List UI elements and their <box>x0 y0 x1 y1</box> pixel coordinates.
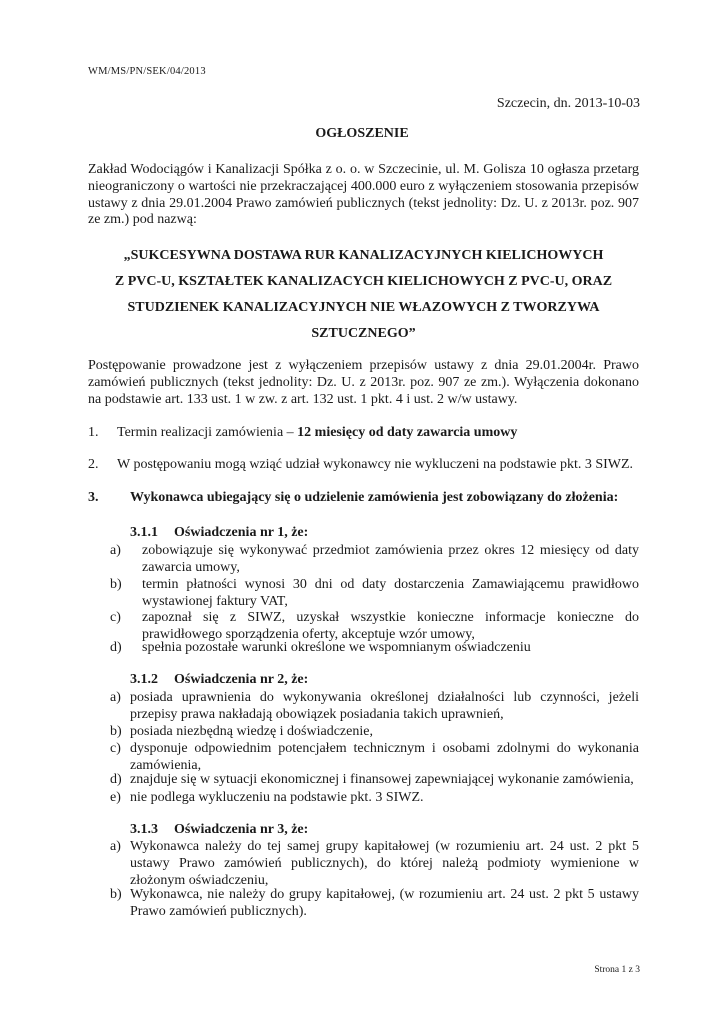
item-letter: a) <box>110 839 121 854</box>
list-item <box>88 577 639 611</box>
item-text: posiada uprawnienia do wykonywania określonej działalności lub czynności, jeżeli przepisy prawa nakładają obowiązek posiadania takich uprawnień, <box>130 690 639 722</box>
list-item <box>88 887 639 921</box>
item-2-text: W postępowaniu mogą wziąć udział wykonawcy nie wykluczeni na podstawie pkt. 3 SIWZ. <box>117 457 634 472</box>
item-letter: b) <box>110 887 122 902</box>
section-number: 3.1.3 <box>130 822 158 837</box>
item-letter: b) <box>110 577 122 592</box>
list-item <box>88 790 639 808</box>
list-item <box>88 741 639 775</box>
section-3-1-3-heading <box>88 822 639 840</box>
item-number: 1. <box>88 425 99 440</box>
list-item <box>88 839 639 890</box>
section-title: Oświadczenia nr 1, że: <box>174 525 309 540</box>
document-date: Szczecin, dn. 2013-10-03 <box>496 96 640 111</box>
document-reference: WM/MS/PN/SEK/04/2013 <box>88 66 206 77</box>
item-1-text: Termin realizacji zamówienia – <box>117 425 298 440</box>
item-letter: b) <box>110 724 122 739</box>
tender-title-line: SZTUCZNEGO” <box>311 326 416 341</box>
exclusion-paragraph: Postępowanie prowadzone jest z wyłączeniem przepisów ustawy z dnia 29.01.2004r. Prawo zamówień publicznych (tekst jednolity: Dz. U. z 2013r. poz. 907 ze zm.). Wyłączenia dokonano na podstawie art. 133 ust. 1 w zw. z art. 132 ust. 1 pkt. 4 i ust. 2 w/w ustawy. <box>88 358 639 407</box>
item-text: znajduje się w sytuacji ekonomicznej i finansowej zapewniającej wykonanie zamówienia, <box>130 772 634 787</box>
item-letter: a) <box>110 690 121 705</box>
item-letter: e) <box>110 790 121 805</box>
list-item <box>88 640 639 658</box>
item-text: nie podlega wykluczeniu na podstawie pkt. 3 SIWZ. <box>130 790 424 805</box>
list-item <box>88 690 639 724</box>
item-letter: d) <box>110 772 122 787</box>
intro-paragraph: Zakład Wodociągów i Kanalizacji Spółka z o. o. w Szczecinie, ul. M. Golisza 10 ogłasza przetarg nieograniczony o wartości nie przekraczającej 400.000 euro z wyłączeniem stosowania przepisów ustawy z dnia 29.01.2004 Prawo zamówień publicznych (tekst jednolity: Dz. U. z 2013r. poz. 907 ze zm.) pod nazwą: <box>88 162 639 228</box>
item-number: 2. <box>88 457 99 472</box>
item-text: posiada niezbędną wiedzę i doświadczenie, <box>130 724 373 739</box>
list-item-3 <box>88 490 639 526</box>
tender-title-line: „SUKCESYWNA DOSTAWA RUR KANALIZACYJNYCH KIELICHOWYCH <box>123 248 604 263</box>
section-3-1-1-heading <box>88 525 639 543</box>
item-text: dysponuje odpowiednim potencjałem technicznym i osobami zdolnymi do wykonania zamówienia, <box>130 741 639 773</box>
item-text <box>117 425 639 442</box>
item-letter: c) <box>110 741 121 756</box>
page-title: OGŁOSZENIE <box>315 126 409 141</box>
section-number: 3.1.2 <box>130 672 158 687</box>
item-letter: a) <box>110 543 121 558</box>
tender-title-line: STUDZIENEK KANALIZACYJNYCH NIE WŁAZOWYCH Z TWORZYWA <box>127 300 600 315</box>
item-text: Wykonawca należy do tej samej grupy kapitałowej (w rozumieniu art. 24 ust. 2 pkt 5 ustawy Prawo zamówień publicznych), do której należą podmioty wymienione w złożonym oświadczeniu, <box>130 839 639 888</box>
section-3-1-2-heading <box>88 672 639 690</box>
section-title: Oświadczenia nr 3, że: <box>174 822 309 837</box>
list-item-2 <box>88 457 639 475</box>
page-number: Strona 1 z 3 <box>594 965 640 975</box>
section-number: 3.1.1 <box>130 525 158 540</box>
item-letter: c) <box>110 610 121 625</box>
list-item <box>88 772 639 790</box>
list-item <box>88 610 639 644</box>
list-item-1 <box>88 425 639 443</box>
list-item <box>88 543 639 577</box>
item-text: termin płatności wynosi 30 dni od daty dostarczenia Zamawiającemu prawidłowo wystawionej faktury VAT, <box>142 577 639 609</box>
item-1-emphasis: 12 miesięcy od daty zawarcia umowy <box>297 425 518 440</box>
section-title: Oświadczenia nr 2, że: <box>174 672 309 687</box>
tender-title <box>88 243 639 347</box>
item-text: zobowiązuje się wykonywać przedmiot zamówienia przez okres 12 miesięcy od daty zawarcia umowy, <box>142 543 639 575</box>
item-text: zapoznał się z SIWZ, uzyskał wszystkie konieczne informacje konieczne do prawidłowego sporządzenia oferty, akceptuje wzór umowy, <box>142 610 639 642</box>
item-number: 3. <box>88 490 99 505</box>
item-3-text: Wykonawca ubiegający się o udzielenie zamówienia jest zobowiązany do złożenia: <box>130 490 619 505</box>
tender-title-line: Z PVC-U, KSZTAŁTEK KANALIZACYCH KIELICHOWYCH Z PVC-U, ORAZ <box>114 274 613 289</box>
list-item <box>88 724 639 742</box>
item-letter: d) <box>110 640 122 655</box>
item-text: Wykonawca, nie należy do grupy kapitałowej, (w rozumieniu art. 24 ust. 2 pkt 5 ustawy Prawo zamówień publicznych). <box>130 887 639 919</box>
item-text: spełnia pozostałe warunki określone we wspomnianym oświadczeniu <box>142 640 531 655</box>
